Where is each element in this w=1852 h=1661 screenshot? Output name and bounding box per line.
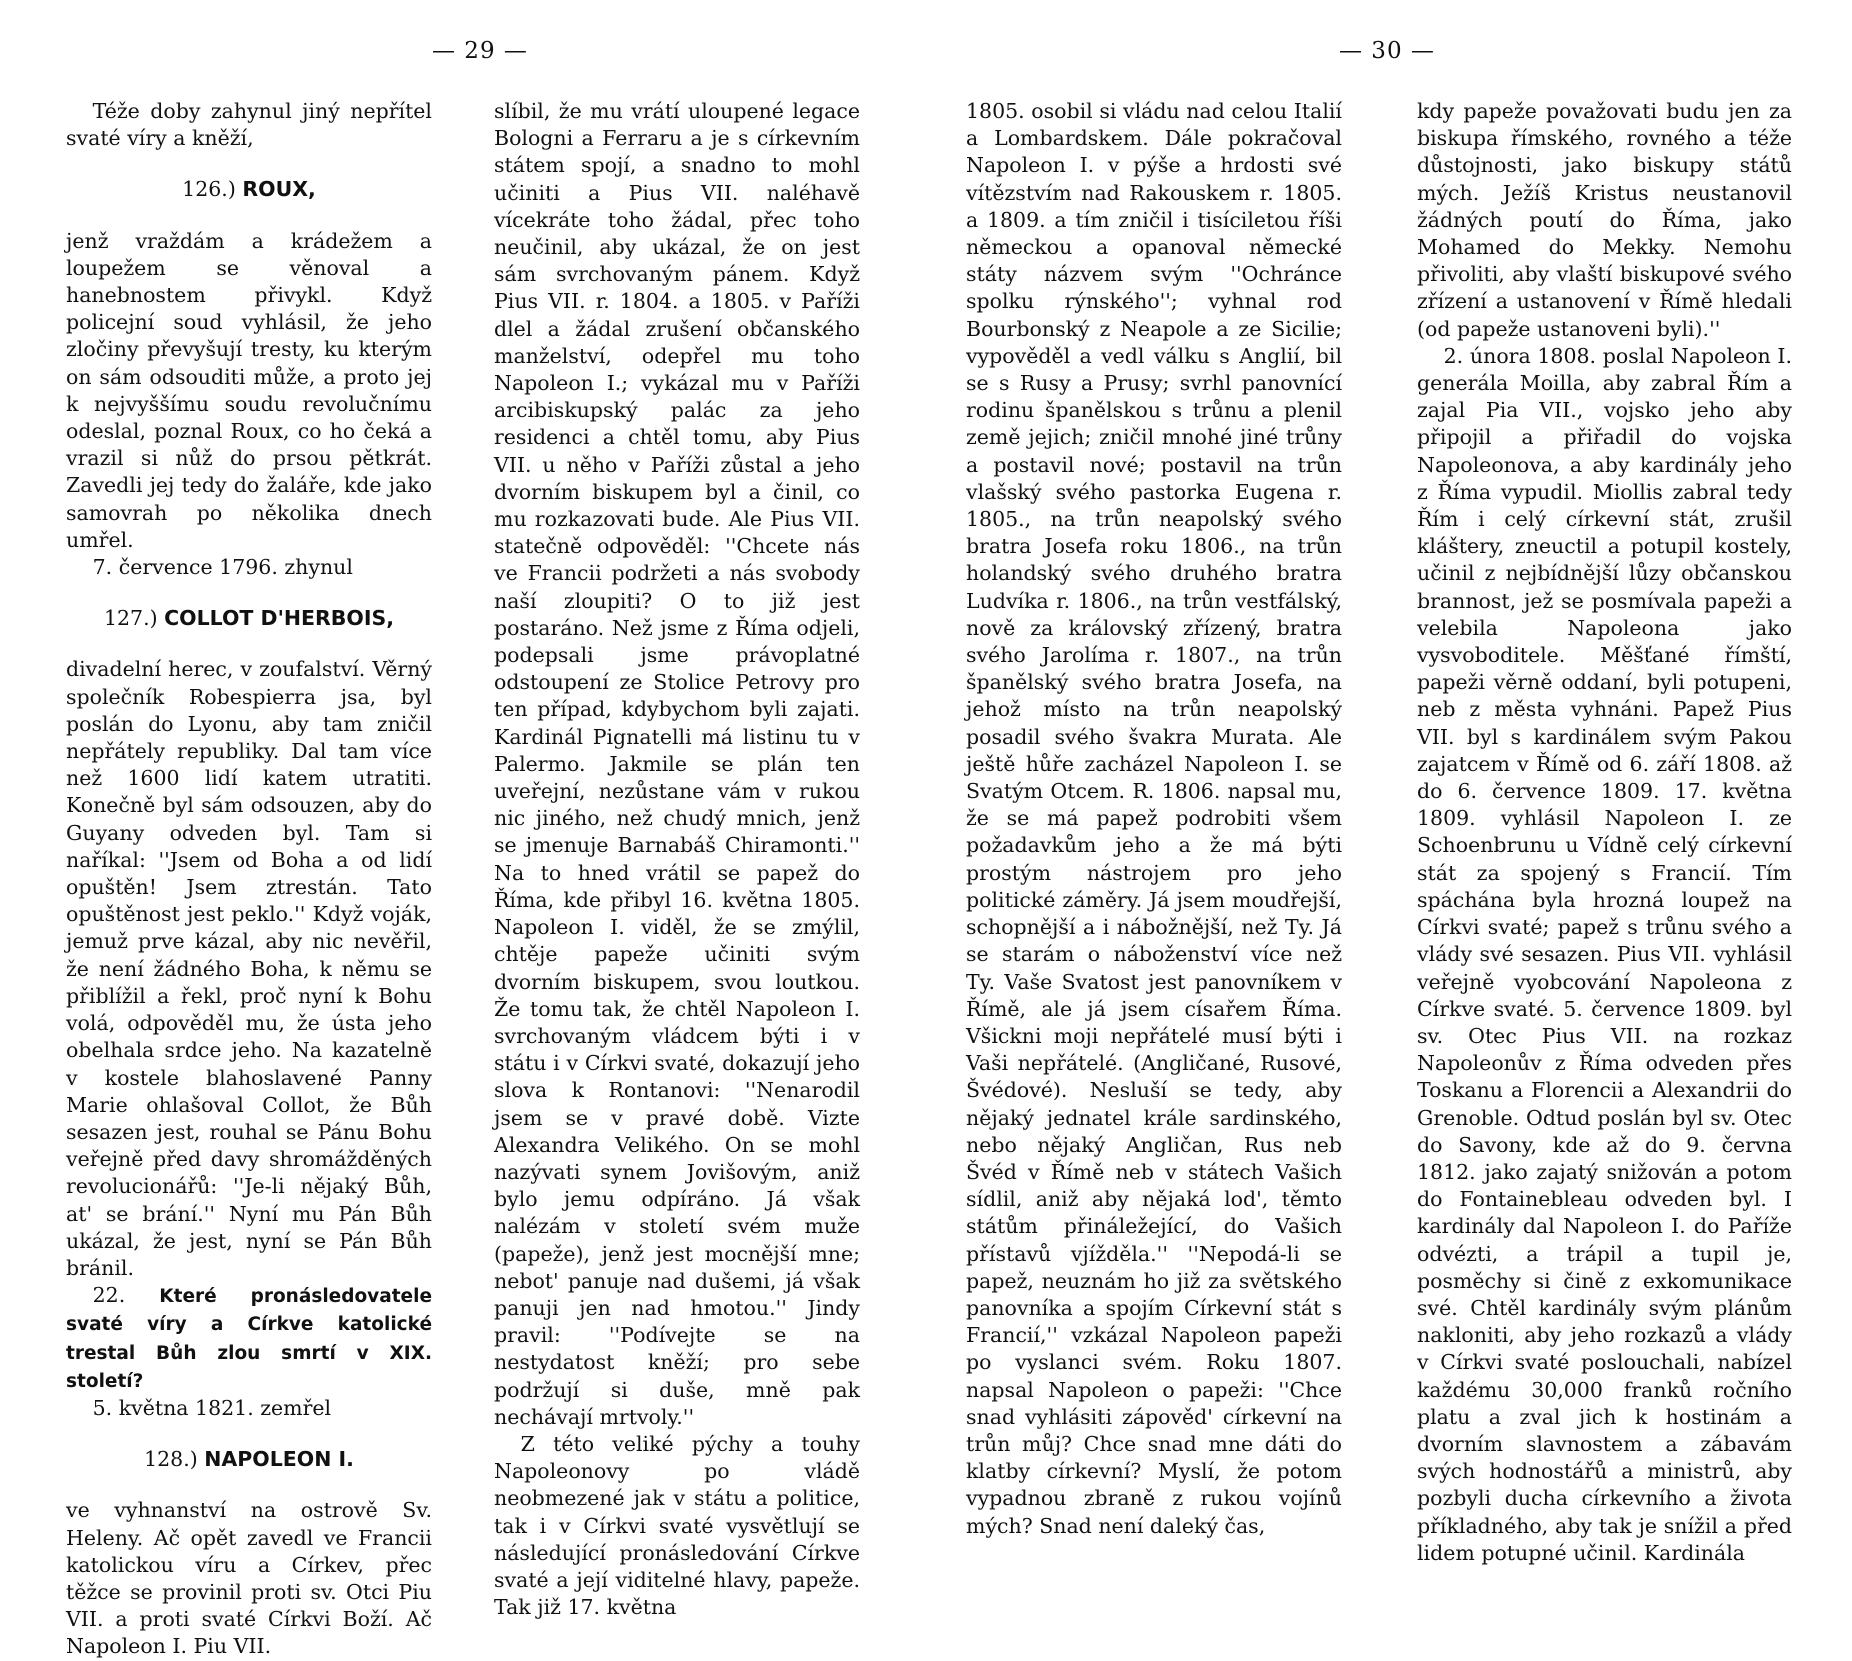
column-2 [494,98,860,1621]
question-22 [66,1282,432,1395]
heading-number: 128.) [144,1447,198,1472]
paragraph-126: jenž vraždám a krádežem a loupežem se věnoval a hanebnostem přivykl. Když policejní soud vyhlásil, že jeho zločiny převyšují tresty, ku kterým on sám odsouditi může, a proto jej k nejvyššímu soudu revolučnímu odeslal, poznal Roux, co ho čeká a vrazil si nůž do prsou pětkrát. Zavedli jej tedy do žaláře, kde jako samovrah po několika dnech umřel. [66,228,432,552]
paragraph: 2. února 1808. poslal Napoleon I. generála Moilla, aby zabral Řím a zajal Pia VII., vojsko jeho aby připojil a přiřadil do vojska Napoleonova, a aby kardinály jeho z Říma vypudil. Miollis zabral tedy Řím i celý církevní stát, zrušil kláštery, zneuctil a potupil kostely, učinil z nejbídnější lůzy občanskou brannost, jež se posmívala papeži a velebila Napoleona jako vysvoboditele. Měšťané římští, papeži věrně oddaní, byli potupeni, neb z města vyhnáni. Papež Pius VII. byl s kardinálem svým Pakou zajatcem v Římě od 6. září 1808. až do 6. července 1809. 17. května 1809. vyhlásil Napoleon I. ze Schoenbrunu u Vídně celý církevní stát za spojený s Francií. Tím spáchána byla hrozná loupež na Církvi svaté; papež s trůnu svého a vlády své sesazen. Pius VII. vyhlásil veřejně vyobcování Napoleona z Církve svaté. 5. července 1809. byl sv. Otec Pius VII. na rozkaz Napoleonův z Říma odveden přes Toskanu a Florencii a Alexandrii do Grenoble. Odtud poslán byl sv. Otec do Savony, kde až do 9. června 1812. jako zajatý snižován a potom do Fontainebleau odveden byl. I kardinály dal Napoleon I. do Paříže odvézti, a trápil a tupil je, posměchy si čině z exkomunikace své. Chtěl kardinály svým plánům nakloniti, aby jeho rozkazů a vlády v Církvi svaté poslouchali, nabízel každému 30,000 franků ročního platu a zval jich k hostinám a dvorním slavnostem a zábavám svých hodnostářů a ministrů, aby pozbyli ducha církevního a života příkladného, aby tak je snížil a před lidem potupné učinil. Kardinála [1417,343,1792,1565]
date-line-128: 5. května 1821. zemřel [92,1395,332,1420]
heading-127 [66,605,432,632]
paragraph-127: divadelní herec, v zoufalství. Věrný společník Robespierra jsa, byl poslán do Lyonu, aby tam zničil nepřátely republiky. Dal tam více než 1600 lidí katem utratiti. Konečně byl sám odsouzen, aby do Guyany odveden byl. Tam si naříkal: ''Jsem od Boha a od lidí opuštěn! Jsem ztrestán. Tato opuštěnost jest peklo.'' Když voják, jemuž prve kázal, aby nic nevěřil, že není žádného Boha, k němu se přiblížil a řekl, proč nyní k Bohu volá, odpověděl mu, že ústa jeho obelhala srdce jeho. Na kazatelně v kostele blahoslavené Panny Marie ohlašoval Collot, že Bůh sesazen jest, rouhal se Pánu Bohu veřejně před davy shromážděných revolucionářů: ''Je-li nějaký Bůh, at' se brání.'' Nyní mu Pán Bůh ukázal, že jest, nyní se Pán Bůh bránil. [66,657,432,1280]
paragraph: 1805. osobil si vládu nad celou Italií a Lombardskem. Dále pokračoval Napoleon I. v pýše a hrdosti své vítězstvím nad Rakouskem r. 1805. a 1809. a tím zničil i tisíciletou říši německou a opanoval německé státy názvem svým ''Ochránce spolku rýnského''; vyhnal rod Bourbonský z Neapole a ze Sicilie; vypověděl a vedl válku s Anglií, bil se s Rusy a Prusy; svrhl panovnící rodinu španělskou s trůnu a plenil země jejich; zničil mnohé jiné trůny a postavil nové; postavil na trůn vlašský svého pastorka Eugena r. 1805., na trůn neapolský svého bratra Josefa roku 1806., na trůn holandský svého druhého bratra Ludvíka r. 1806., na trůn vestfálský, nově za královský zřízený, bratra svého Jarolíma r. 1807., na trůn španělský svého bratra Josefa, na jehož místo na trůn neapolský posadil svého švakra Murata. Ale ještě hůře zacházel Napoleon I. se Svatým Otcem. R. 1806. napsal mu, že se má papež podrobiti všem požadavkům jeho a že má býti prostým nástrojem pro jeho politické záměry. Já jsem moudřejší, schopnější a i nábožnější, než Ty. Já se starám o náboženství více než Ty. Vaše Svatost jest panovníkem v Římě, ale já jsem císařem Říma. Všickni moji nepřátelé musí býti i Vaši nepřátelé. (Angličané, Rusové, Švédové). Nesluší se tedy, aby nějaký jednatel krále sardinského, nebo nějaký Angličan, Rus neb Švéd v Římě neb v státech Vašich sídlil, aniž aby nějaká lod', těmto státům přináležející, do Vašich přístavů vjížděla.'' ''Nepodá-li se papež, neuznám ho již za světského panovníka a spojím Církevní stát s Francií,'' vzkázal Napoleon papeži po vyslanci svém. Roku 1807. napsal Napoleon o papeži: ''Chce snad vyhlásiti zápověd' církevní na trůn můj? Chce snad mne dáti do klatby církevní? Myslí, že potom vypadnou zbraně z rukou vojínů mých? Snad není daleký čas, [966,99,1342,1538]
heading-126 [66,176,432,203]
page-29 [0,0,926,1659]
heading-title: ROUX, [242,177,316,202]
question-text: Které pronásledovatele svaté víry a Církve katolické trestal Bůh zlou smrtí v XIX. století? [66,1286,432,1392]
column-4 [1417,98,1792,1567]
heading-number: 127.) [103,606,158,631]
date-line-126: 7. července 1796. zhynul [92,555,353,580]
column-1 [66,98,432,1661]
page-30 [926,0,1852,1565]
paragraph-128: ve vyhnanství na ostrově Sv. Heleny. Ač opět zavedl ve Francii katolickou víru a Církev, přec těžce se provinil proti sv. Otci Piu VII. a proti svaté Církvi Boží. Ač Napoleon I. Piu VII. [66,1498,432,1659]
page-number: — 30 — [1339,38,1435,64]
column-3 [966,98,1342,1540]
heading-number: 126.) [182,177,236,202]
paragraph-intro: Téže doby zahynul jiný nepřítel svaté víry a kněží, [66,99,432,151]
paragraph: Z této veliké pýchy a touhy Napoleonovy po vládě neobmezené jak v státu a politice, tak i v Církvi svaté vysvětlují se následující pronásledování Církve svaté a její viditelné hlavy, papeže. Tak již 17. května [494,1431,860,1620]
heading-title: COLLOT D'HERBOIS, [164,606,395,631]
paragraph: slíbil, že mu vrátí uloupené legace Bologni a Ferraru a je s církevním státem spojí, a snadno to mohl učiniti a Pius VII. naléhavě vícekráte toho žádal, přec toho neučinil, aby ukázal, že on jest sám svrchovaným pánem. Když Pius VII. r. 1804. a 1805. v Paříži dlel a žádal zrušení občanského manželství, odepřel mu toho Napoleon I.; vykázal mu v Paříži arcibiskupský palác za jeho residenci a chtěl tomu, aby Pius VII. u něho v Paříži zůstal a jeho dvorním biskupem byl a činil, co mu rozkazovati bude. Ale Pius VII. statečně odpověděl: ''Chcete nás ve Francii podržeti a nás svobody naší zloupiti? O to již jest postaráno. Než jsme z Říma odjeli, podepsali jsme právoplatné odstoupení ze Stolice Petrovy pro ten případ, kdybychom byli zajati. Kardinál Pignatelli má listinu tu v Palermo. Jakmile se plán ten uveřejní, nezůstane vám v rukou nic jiného, než chudý mnich, jenž se jmenuje Barnabáš Chiramonti.'' Na to hned vrátil se papež do Říma, kde přibyl 16. května 1805. Napoleon I. viděl, že se zmýlil, chtěje papeže učiniti svým dvorním biskupem, svou loutkou. Že tomu tak, že chtěl Napoleon I. svrchovaným vládcem býti i v státu i v Církvi svaté, dokazují jeho slova k Rontanovi: ''Nenarodil jsem se v pravé době. Vizte Alexandra Velikého. On se mohl nazývati synem Jovišovým, aniž bylo jemu odpíráno. Já však nalézám v století svém muže (papeže), jenž jest mocnější mne; nebot' panuje nad dušemi, já však panuji jen nad hmotou.'' Jindy pravil: ''Podívejte se na nestydatost kněží; pro sebe podržují si duše, mně pak nechávají mrtvoly.'' [494,99,860,1429]
heading-title: NAPOLEON I. [204,1447,354,1472]
heading-128 [66,1446,432,1473]
page-number: — 29 — [432,38,528,64]
paragraph: kdy papeže považovati budu jen za biskupa římského, rovného a téže důstojnosti, jako biskupy států mých. Ježíš Kristus neustanovil žádných poutí do Říma, jako Mohamed do Mekky. Nemohu přivoliti, aby vlaští biskupové svého zřízení a ustanovení v Římě hledali (od papeže ustanoveni byli).'' [1417,99,1792,341]
question-number: 22. [92,1283,126,1308]
